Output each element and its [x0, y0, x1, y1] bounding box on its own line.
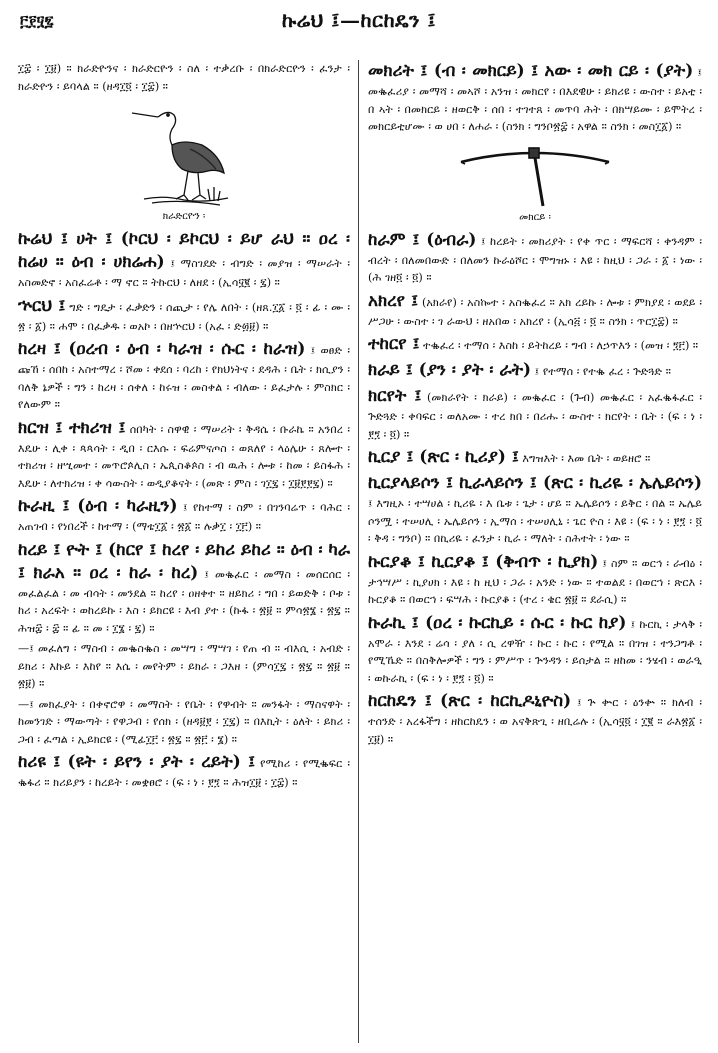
- dictionary-entry: [368, 551, 702, 609]
- dictionary-entry: [368, 446, 702, 469]
- dictionary-entry: [368, 290, 702, 331]
- running-head: [0, 8, 718, 42]
- entry-definition: (አክራየ) ፡ አስኰተ ፡ አስቈፈረ ። አክ ረይኩ ፡ ሎቱ ፡ ምክያደ ፡ ወደይ ፡ ሥጋሁ ፡ ውስተ ፡ ገ ራውህ ፡ ዘአበወ ፡ አክረየ ፡ (ኢሳ፭ ፡ ፬ ። ስንክ ፡ ጥር፲፰) ።: [368, 295, 702, 328]
- entry-headword: መክሪት ፤ (ብ ፡ መክርይ) ፤ አው ፡ መክ ርይ ፡ (ያት): [368, 61, 694, 81]
- entry-definition: ፤ ማስገደድ ፡ ብግድ ፡ መያዝ ፡ ማሠራት ፡ አስመድኖ ፡ አስፈሬቶ ፡ ማ ኖር ። ትኩርህ ፡ ለዘደ ፡ (ኢሳ፶፪ ፡ ፯) ።: [18, 257, 350, 289]
- dictionary-entry: [18, 539, 350, 638]
- dictionary-entry: [368, 359, 702, 382]
- entry-definition: እግዝእት ፡ እመ ቤት ፡ ወይዘሮ ።: [522, 452, 651, 465]
- entry-definition: ፤ የከተማ ፡ ስም ፡ በገንባሬጥ ፡ ባሕር ፡ አጠገብ ፡ የነበረች ፡ ከተማ ፡ (ማቴ፲፩ ፡ ፳፩ ። ሉቃ፲ ፡ ፲፫) ።: [18, 501, 350, 533]
- dictionary-entry: [368, 385, 702, 443]
- dictionary-entry: [368, 60, 702, 136]
- entry-headword: አክረየ ፤: [368, 290, 419, 311]
- dictionary-entry: [18, 338, 350, 414]
- running-head-title: ኩሬህ ፤—ከርከዴን ፤: [281, 8, 437, 32]
- entry-definition: ሰበካት ፡ ስዋዊ ፡ ማሠሪት ፡ ቅዳሴ ፡ ቡራኬ ። አንበረ ፡ እዴሁ ፡ ሊቀ ፡ ጳጳሳት ፡ ዲበ ፡ ርእሱ ፡ ፍሬምናጦስ ፡ ወጸለየ ፡ ላዕሌሁ ፡ ጸሎተ ፡ ተክሪዝ ፡ ዘሢመተ ፡ መጥሮጶሊስ ፡ ኤጲስቆጶስ ፡ ብ ዉሕ ፡ ሎቱ ፡ ከመ ፡ ይስፋሕ ፡ እዴሁ ፡ ለተክሪዝ ፡ ቀ ሳውስት ፡ ወዲያቆናት ፡ (መጽ ፡ ምስ ፡ ገ፲፯ ፡ ፲፱፻፻፯) ።: [18, 422, 350, 490]
- entry-headword: ኪርያ ፤ (ጽር ፡ ኪሪያ) ፤: [368, 447, 519, 467]
- entry-headword: ኩራኪ ፤ (ዐረ ፡ ኩርኪይ ፡ ሱር ፡ ኩር ከያ): [368, 612, 627, 633]
- column-divider: [358, 60, 359, 1043]
- entry-headword: ኪርያላይሶን ፤ ኪራላይሶን ፤ (ጽር ፡ ኪሪዬ ፡ ኤሌይሶን): [368, 473, 702, 493]
- entry-headword: ኩርያቆ ፤ ኪርያቆ ፤ (ቅብጥ ፡ ኪያክ): [368, 551, 599, 572]
- entry-headword: ከርከዴን ፤ (ጽር ፡ ከርኪዶኒዮስ): [368, 691, 572, 711]
- entry-headword: ተከርየ ፤: [368, 334, 420, 354]
- entry-definition: ፤ ወፀድ ፡ ጩኸ ፡ ሰበከ ፡ አስተማረ ፡ ሾመ ፡ ቀደሰ ፡ ባረከ ፡ የክህነትና ፡ ደዳሕ ፡ ቤት ፡ ክሲያን ፡ ባለቅ ኔዎች ፡ ግን ፡ ከረዛ ፡ ሰቀለ ፡ ከሩዝ ፡ መስቀል ፡ ብለው ፡ ይፈታሉ ፡ ምስክር ፡ የለውም ።: [18, 344, 350, 411]
- pickaxe-illustration: [455, 140, 615, 210]
- dictionary-entry: [18, 751, 350, 792]
- dictionary-entry: [18, 295, 350, 336]
- entry-headword: ኍርህ ፤: [18, 295, 66, 316]
- dictionary-entry: [368, 690, 702, 748]
- dictionary-entry: [18, 417, 350, 493]
- entry-definition: ፤ ስም ። ወርኅ ፡ ራብዕ ፡ ታኅሣሥ ፡ ኪያሀክ ፡ እዩ ፡ ከ ዚህ ፡ ጋራ ፡ አንድ ፡ ነው ። ተወልደ ፡ በወርኀ ፡ ጽርእ ፡ ኩርያቆ ። በወርኀ ፡ ፍሣሕ ፡ ኩርያቆ ፡ (ተረ ፡ ቄር ፳፱ ። ደራሲ) ።: [368, 556, 702, 606]
- heron-illustration: [124, 99, 244, 209]
- entry-definition: ፤ ከረይት ፡ መክሪያት ፡ የቀ ጥር ፡ ማፍርሻ ፡ ቀንዳም ፡ ብረት ፡ በለመበውድ ፡ በለመን ኩራዕሾር ፡ ሞግዝኑ ፡ እዩ ፡ ከዚህ ፡ ጋራ ፡ ፩ ፡ ነው ፡ (ሕ ገዘ፬ ፡ ፬) ።: [368, 234, 702, 284]
- entry-definition: ፤ የተማሰ ፡ የተቈ ፈረ ፡ ጕድጓድ ።: [534, 365, 671, 378]
- heron-figure: [18, 99, 350, 222]
- right-column: [368, 60, 702, 1047]
- figure-caption: መክርይ ፡: [519, 211, 551, 223]
- dictionary-entry: [18, 228, 350, 292]
- entry-headword: ከራም ፤ (ዕብራ): [368, 229, 477, 250]
- figure-caption: ክራድርዮን ፡: [162, 211, 206, 222]
- entry-headword: ክራይ ፤ (ያን ፡ ያት ፡ ራት): [368, 360, 532, 380]
- page-number: ፫፻፶፯: [20, 12, 54, 30]
- dictionary-entry: [368, 333, 702, 356]
- entry-sense: —፤ መክፈያት ፡ በቀኖሮዋ ፡ መማስት ፡ የቤት ፡ የዋብት ። መንፋት ፡ ማስናዋት ፡ ከመንገድ ፡ ማውጣት ፡ የዋጋብ ፡ የሰክ ፡ (ዘዳ፱፻ ፡ ፲፯) ። በእኪት ፡ ዕለት ፡ ይክሪ ፡ ጋብ ፡ ፈጣል ፡ ኢይክርዩ ፡ (ሚፊ፲፫ ፡ ፳፯ ። ፳፫ ፡ ፮) ።: [18, 697, 350, 746]
- left-column: [18, 60, 350, 1047]
- entry-definition: (መክራየት ፡ ክራይ) ፡ መቈፈር ፡ (ጉብ) መቈፈር ፡ አፈቈፋፈር ፡ ጕድጓድ ፡ ቀባፍር ፡ ወለአሙ ፡ ተረ ክበ ፡ በሪሑ ፡ ውስተ ፡ ክርየት ፡ ቤት ፡ (ፍ ፡ ነ ፡ ፻፺ ፡ ፬) ።: [368, 391, 702, 441]
- entry-definition: ግድ ፡ ግዴታ ፡ ፈቃድን ፡ ሰጪታ ፡ የሌ ለበት ፡ (ዘጸ.፲፩ ፡ ፬ ፡ ፊ ፡ ሙ ፡ ፳ ፡ ፩) ። ሐሞ ፡ በፈቃዱ ፡ ወአኮ ፡ በዘኍርህ ፡ (አፈ ፡ ድ፴፱) ።: [18, 300, 350, 333]
- entry-headword: ከሪዩ ፤ (ዩት ፡ ይየን ፡ ያት ፡ ረይት) ፤: [18, 752, 256, 772]
- dictionary-entry: [368, 472, 702, 548]
- entry-headword: ኩራዚ ፤ (ዕብ ፡ ካራዚን): [18, 496, 178, 516]
- entry-definition: ፤ መቈፈር ፡ መማስ ፡ መሰርሰር ፡ መፈልፈል ፡ መ ብሳት ፡ መንደል ። ከረየ ፡ ዐዘቀተ ። ዘይክሪ ፡ ግበ ፡ ይወድቅ ፡ ቦቱ ፡ ከሪ ፡ አረፍት ፡ ወከረይኩ ፡ እስ ፡ ይክርዩ ፡ እብ ያተ ፡ (ኩፋ ፡ ፳፱ ። ምሳ፳፮ ፡ ፳፯ ። ሕዝ፰ ፡ ፰ ። ፊ ። መ ፡ ፲፮ ፡ ፯) ።: [18, 567, 350, 635]
- entry-definition: ፤ ጕ ቍር ፡ ዕንቍ ። ክለብ ፡ ተሰንድ ፡ አረፋችግ ፡ ዘከርከዴን ፡ ወ አናቅጽጊ ፡ ዘቢሬሉ ፡ (ኢሳ፶፬ ፡ ፲፪ ። ራእ፳፩ ፡ ፲፱) ።: [368, 696, 702, 746]
- entry-definition: ተቈፈረ ፡ ተማሰ ፡ እስከ ፡ ይትከረይ ፡ ግብ ፡ ለኃጥእን ፡ (መዝ ፡ ፺፫) ።: [423, 339, 699, 352]
- entry-definition: የሚከሪ ፡ የሚቈፍር ፡ ቈፋሪ ። ክሪይያን ፡ ከረይት ፡ መቋፀሮ ፡ (ፍ ፡ ነ ፡ ፻፺ ። ሕዝ፲፱ ፡ ፲፰) ።: [18, 757, 350, 789]
- entry-headword: ኩሬህ ፤ ሀት ፤ (ኮርህ ፡ ይኮርህ ፡ ይሆ ራህ ። ዐረ ፡ ከሬሀ ። ዕብ ፡ ሀክሬሐ): [18, 229, 350, 272]
- entry-headword: ከረዛ ፤ (ዐረብ ፡ ዕብ ፡ ካራዝ ፡ ሱር ፡ ከራዝ): [18, 339, 306, 359]
- entry-headword: ክርየት ፤: [368, 386, 422, 406]
- entry-headword: ከረይ ፤ ዮት ፤ (ከርየ ፤ ከረየ ፡ ይከሪ ይከሪ ። ዕብ ፡ ካራ ፤ ክራአ ። ዐረ ፡ ከራ ፡ ከረ): [18, 539, 350, 583]
- dictionary-entry: [368, 229, 702, 287]
- pickaxe-figure: [368, 140, 702, 223]
- dictionary-entry: [368, 612, 702, 688]
- dictionary-entry: [18, 495, 350, 536]
- entry-sense: —፤ መፈለግ ፡ ማስብ ፡ መቈስቈስ ፡ መሣግ ፡ ማሣገ ፡ የጠ ብ ። ብእሲ ፡ አብድ ፡ ይክሪ ፡ እኩይ ፡ እከየ ። እሴ ፡ መየትም ፡ ይክራ ፡ ጋእዘ ፡ (ምሳ፲፯ ፡ ፳፯ ። ፳፱ ። ፳፱) ።: [18, 642, 350, 690]
- entry-headword: ክርዝ ፤ ተክሪዝ ፤: [18, 417, 126, 438]
- entry-definition: ፤ ኩርኪ ፡ ታላቅ ፡ አሞራ ፡ እንደ ፡ ሬሳ ፡ ያለ ፡ ሲ ረዋዥ ፡ ኩር ፡ ኩር ፡ የሚል ። በገዝ ፡ ተንጋግቶ ፡ የሚኼድ ። በስቅሎዎች ፡ ግን ፡ ምሥጥ ፡ ጕንዳን ፡ ይሰታል ። ዘከመ ፡ ንሄብ ፡ ወራዒ ፡ ወኩራኪ ፡ (ፍ ፡ ነ ፡ ፻፺ ፡ ፬) ።: [368, 617, 702, 685]
- entry-definition: ፤ መቈፈሪያ ፡ መማሻ ፡ መኣሾ ፡ አንዝ ፡ መክርየ ፡ በእደዊሁ ፡ ይክሪዩ ፡ ውስተ ፡ ይአቲ ፡ በ ኣት ፡ በመክርይ ፡ ዘወርቅ ፡ ሰበ ፡ ተገተጸ ፡ መጥባ ሕት ፡ በክሣይሙ ፡ ይሞትረ ፡ መክርይቲሆሙ ፡ ወ ሀበ ፡ ለሐራ ፡ (ስንክ ፡ ግንቦ፳፰ ፡ አዋል ። ስንክ ፡ መስ፲፩) ።: [368, 66, 702, 133]
- entry-definition: ፤ እግዚኦ ፡ ተሣሀል ፡ ኪሪዬ ፡ እ ቤቱ ፡ ጌታ ፡ ሆይ ። ኤሌይሶን ፡ ይቅር ፡ በል ። ኤሌይ ሶንሟ ፡ ተሠሀሊ ፡ ኤሌይሶን ፡ ኢማሰ ፡ ተሠሀሊኒ ፡ ጌር ዮስ ፡ እዩ ፡ (ፍ ፡ ነ ፡ ፻፺ ፡ ፬ ፡ ቅዳ ፡ ግንቦ) ። በኪሪዬ ፡ ፈንታ ፡ ኪራ ፡ ማለት ፡ ስሕተት ፡ ነው ።: [368, 497, 702, 545]
- continued-entry-text: ፲፰ ፡ ፲፱) ። ክራድዮንና ፡ ክራድርዮን ፡ ስለ ፡ ተቃረቡ ፡ በክራድርዮን ፡ ፈንታ ፡ ክራድዮን ፡ ይባላል ። (ዘዳ፲፬ ፡ ፲፰) ።: [18, 62, 350, 93]
